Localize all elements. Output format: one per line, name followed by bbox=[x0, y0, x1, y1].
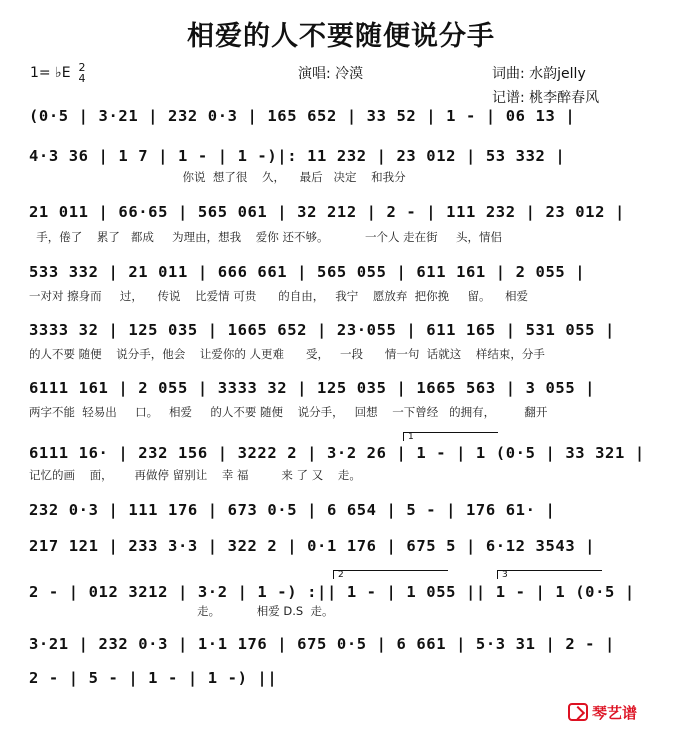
lyrics-line: 你说 想了很 久， 最后 决定 和我分 bbox=[29, 170, 406, 184]
lyrics-line: 手，倦了 累了 都成 为理由，想我 爱你 还不够。 一个人 走在街 头，情侣 bbox=[29, 230, 502, 244]
score-row-11 bbox=[29, 634, 649, 656]
score-row-5 bbox=[29, 320, 649, 361]
score-row-10 bbox=[29, 570, 649, 618]
logo-icon bbox=[568, 703, 588, 721]
notation-line: 3333 32 | 125 035 | 1665 652 | 23·055 | 611 165 | 531 055 | bbox=[29, 321, 615, 339]
score-row-3 bbox=[29, 202, 649, 244]
notation-line: 3·21 | 232 0·3 | 1·1 176 | 675 0·5 | 6 661 | 5·3 31 | 2 - | bbox=[29, 635, 615, 653]
notation-line: 4·3 36 | 1 7 | 1 - | 1 -)|: 11 232 | 23 012 | 53 332 | bbox=[29, 147, 566, 165]
notation-line: 2 - | 012 3212 | 3·2 | 1 -) :|| 1 - | 1 055 || 1 - | 1 (0·5 | bbox=[29, 583, 635, 601]
lyrics-line: 的人不要 随便 说分手，他会 让爱你的 人更难 受， 一段 情一句 话就这 样结束，分手 bbox=[29, 347, 545, 361]
time-bottom: 4 bbox=[78, 72, 86, 85]
notation-line: 217 121 | 233 3·3 | 322 2 | 0·1 176 | 675 5 | 6·12 3543 | bbox=[29, 537, 596, 555]
score-row-8 bbox=[29, 500, 649, 522]
lyrics-line: 记忆的画 面， 再做停 留别让 幸 福 来 了 又 走。 bbox=[29, 468, 361, 482]
logo-text: 琴艺谱 bbox=[592, 703, 638, 722]
score-row-12 bbox=[29, 668, 649, 690]
notation-line: 232 0·3 | 111 176 | 673 0·5 | 6 654 | 5 - | 176 61· | bbox=[29, 501, 556, 519]
time-signature bbox=[79, 62, 86, 84]
score-row-1 bbox=[29, 106, 649, 128]
notation-line: (0·5 | 3·21 | 232 0·3 | 165 652 | 33 52 | 1 - | 06 13 | bbox=[29, 107, 576, 125]
page-title: 相爱的人不要随便说分手 bbox=[187, 21, 495, 52]
score-row-7 bbox=[29, 432, 649, 482]
score-row-9 bbox=[29, 536, 649, 558]
volta-bracket: 1 bbox=[403, 432, 498, 441]
score-row-2 bbox=[29, 146, 649, 184]
singer-label: 演唱: 冷漠 bbox=[298, 66, 364, 82]
lyrics-line: 一对对 擦身而 过， 传说 比爱情 可贵 的自由， 我宁 愿放弃 把你挽 留。 相爱 bbox=[29, 289, 529, 303]
transcriber-label: 记谱: 桃李醉春风 bbox=[492, 90, 600, 106]
score-row-4 bbox=[29, 262, 649, 303]
watermark-logo bbox=[568, 701, 672, 723]
notation-line: 6111 161 | 2 055 | 3333 32 | 125 035 | 1665 563 | 3 055 | bbox=[29, 379, 596, 397]
volta-bracket: 2 bbox=[333, 570, 448, 579]
notation-line: 21 011 | 66·65 | 565 061 | 32 212 | 2 - | 111 232 | 23 012 | bbox=[29, 203, 625, 221]
notation-line: 6111 16· | 232 156 | 3222 2 | 3·2 26 | 1 - | 1 (0·5 | 33 321 | bbox=[29, 444, 645, 462]
lyrics-line: 走。 相爱 D.S 走。 bbox=[29, 604, 334, 618]
key-signature bbox=[30, 62, 86, 84]
volta-bracket: 3 bbox=[497, 570, 602, 579]
score-row-6 bbox=[29, 378, 649, 419]
time-top: 2 bbox=[78, 61, 86, 74]
notation-line: 533 332 | 21 011 | 666 661 | 565 055 | 611 161 | 2 055 | bbox=[29, 263, 586, 281]
lyrics-line: 两字不能 轻易出 口。 相爱 的人不要 随便 说分手， 回想 一下曾经 的拥有， 翻开 bbox=[29, 405, 548, 419]
key-label: 1= ♭E bbox=[30, 65, 71, 81]
lyricist-label: 词曲: 水韵jelly bbox=[492, 66, 586, 82]
notation-line: 2 - | 5 - | 1 - | 1 -) || bbox=[29, 669, 278, 687]
